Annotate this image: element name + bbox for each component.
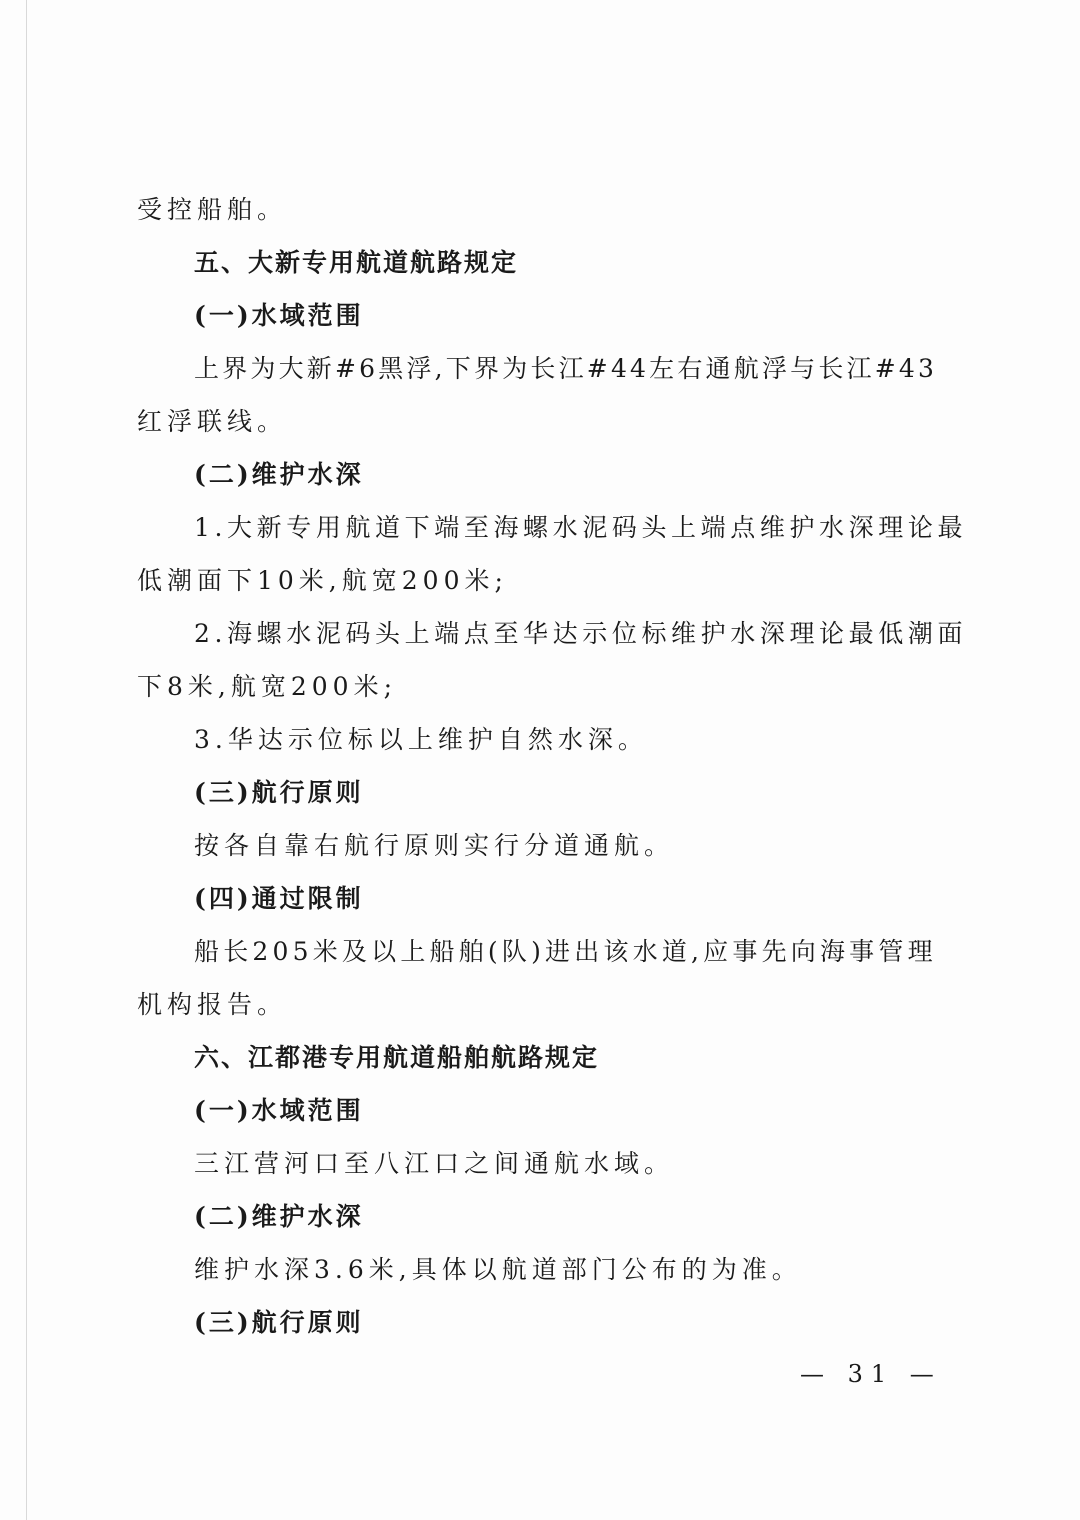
text-line: 2.海螺水泥码头上端点至华达示位标维护水深理论最低潮面: [194, 619, 968, 648]
subsection-heading: (三)航行原则: [194, 1308, 364, 1337]
subsection-heading: (四)通过限制: [194, 884, 364, 913]
text-line: 机构报告。: [137, 990, 288, 1019]
section-heading: 六、江都港专用航道船舶航路规定: [194, 1043, 600, 1072]
text-line: 三江营河口至八江口之间通航水域。: [194, 1149, 675, 1178]
text-line: 上界为大新#6黑浮,下界为长江#44左右通航浮与长江#43: [194, 354, 938, 383]
subsection-heading: (一)水域范围: [194, 1096, 364, 1125]
text-line: 下8米,航宽200米;: [137, 672, 397, 701]
text-line: 低潮面下10米,航宽200米;: [137, 566, 508, 595]
section-heading: 五、大新专用航道航路规定: [194, 248, 519, 277]
text-line: 按各自靠右航行原则实行分道通航。: [194, 831, 675, 860]
page-number: — 31 —: [800, 1360, 942, 1388]
page-edge-line: [26, 0, 27, 1520]
subsection-heading: (一)水域范围: [194, 301, 364, 330]
text-line: 维护水深3.6米,具体以航道部门公布的为准。: [194, 1255, 802, 1284]
text-line: 1.大新专用航道下端至海螺水泥码头上端点维护水深理论最: [194, 513, 968, 542]
text-line: 受控船舶。: [137, 195, 288, 224]
subsection-heading: (三)航行原则: [194, 778, 364, 807]
text-line: 3.华达示位标以上维护自然水深。: [194, 725, 648, 754]
text-line: 船长205米及以上船舶(队)进出该水道,应事先向海事管理: [194, 937, 937, 966]
subsection-heading: (二)维护水深: [194, 460, 364, 489]
subsection-heading: (二)维护水深: [194, 1202, 364, 1231]
text-line: 红浮联线。: [137, 407, 288, 436]
